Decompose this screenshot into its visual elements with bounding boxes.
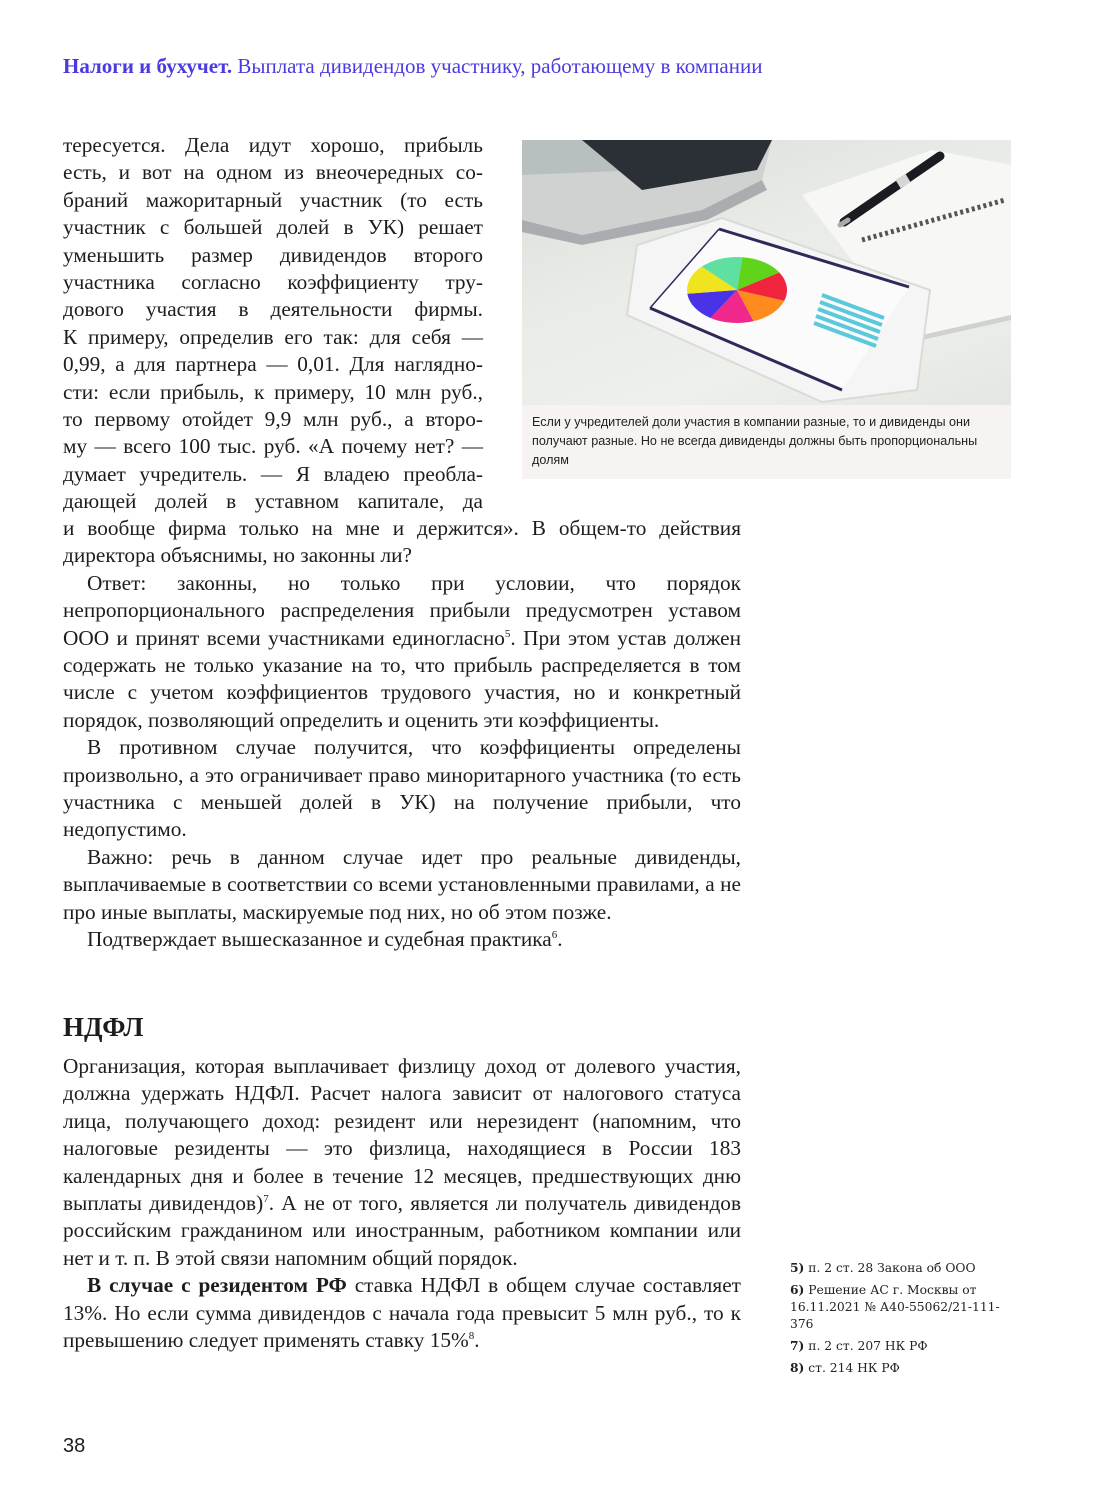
footnotes: [790, 1259, 1010, 1381]
intro-line: думает учредитель. — Я владею преобла-: [63, 461, 483, 486]
running-head: [63, 54, 762, 79]
paragraph: В случае с резидентом РФ ставка НДФЛ в общем случае составляет 13%. Но если сумма дивидендов с начала года превысит 5 млн руб., то к превышению следует применять ставку 15%$^8$.: [63, 1273, 741, 1353]
intro-line: дового участия в деятельности фирмы.: [63, 297, 483, 322]
footnote: 8) ст. 214 НК РФ: [790, 1360, 900, 1375]
running-head-section: Налоги и бухучет.: [63, 54, 233, 78]
ndfl-text: [63, 1053, 741, 1354]
tablet-pie-chart: [687, 257, 787, 323]
paragraph: Организация, которая выплачивает физлицу доход от долевого участия, должна удержать НДФЛ. Расчет налога зависит от налогового статуса лица, получающего доход: резидент или нерезидент (напомним, что налоговые резиденты — это физлица, находящиеся в России 183 календарных дня и более в течение 12 месяцев, предшествующих дню выплаты дивидендов)$^7$. А не от того, является ли получатель дивидендов российским гражданином или иностранным, работником компании или нет и т. п. В этой связи напомним общий порядок.: [63, 1054, 742, 1270]
intro-line: то первому отойдет 9,9 млн руб., а второ-: [63, 407, 483, 432]
intro-line: сти: если прибыль, к примеру, 10 млн руб.,: [63, 379, 483, 404]
intro-line: есть, и вот на одном из внеочередных со-: [63, 160, 483, 185]
paragraph: Ответ: законны, но только при условии, что порядок непропорционального распределения прибыли предусмотрен уставом ООО и принят всеми участниками единогласно$^5$. При этом устав должен содержать не только указание на то, что прибыль распределяется в том числе с учетом коэффициентов трудового участия, но и конкретный порядок, позволяющий определить и оценить эти коэффициенты.: [63, 570, 741, 732]
intro-line: уменьшить размер дивидендов второго: [63, 242, 483, 267]
intro-line: тересуется. Дела идут хорошо, прибыль: [63, 133, 483, 157]
paragraph: В противном случае получится, что коэффициенты определены произвольно, а это ограничивает право миноритарного участника (то есть участника с меньшей долей в УК) на получение прибыли, что недопустимо.: [63, 735, 741, 842]
intro-line: К примеру, определив его так: для себя —: [63, 324, 483, 349]
intro-line: участник с большей долей в УК) решает: [63, 215, 483, 240]
intro-line: браний мажоритарный участник (то есть: [63, 187, 483, 212]
footnote-ref[interactable]: 6: [551, 929, 558, 942]
footnote-ref[interactable]: 8: [468, 1330, 475, 1343]
main-text: [63, 515, 741, 954]
page-number: 38: [63, 1435, 86, 1457]
section-heading: НДФЛ: [63, 1012, 144, 1042]
bold-lead: В случае с резидентом РФ: [87, 1273, 347, 1298]
running-head-title: Выплата дивидендов участнику, работающему в компании: [237, 54, 763, 78]
footnote-ref[interactable]: 7: [263, 1193, 269, 1206]
footnote: 7) п. 2 ст. 207 НК РФ: [790, 1338, 928, 1353]
paragraph: Подтверждает вышесказанное и судебная практика$^6$.: [87, 927, 563, 952]
paragraph: и вообще фирма только на мне и держится». В общем-то действия директора объяснимы, но законны ли?: [63, 516, 741, 568]
intro-line: дающей долей в уставном капитале, да: [63, 489, 483, 514]
intro-line: 0,99, а для партнера — 0,01. Для нагляднo-: [63, 352, 483, 377]
intro-column: [63, 132, 483, 516]
photo-laptop-tablet-notebook: [522, 140, 1011, 405]
photo-illustration: [522, 140, 1011, 405]
figure-caption: Если у учредителей доли участия в компании разные, то и дивиденды они получают разные. Но не всегда дивиденды должны быть пропорциональны долям: [532, 415, 978, 467]
footnote-ref[interactable]: 5: [504, 627, 511, 640]
intro-line: му — всего 100 тыс. руб. «А почему нет? —: [63, 434, 483, 459]
footnote: 6) Решение АС г. Москвы от 16.11.2021 № А40-55062/21-111-376: [790, 1282, 1000, 1331]
footnote: 5) п. 2 ст. 28 Закона об ООО: [790, 1260, 976, 1275]
paragraph: Важно: речь в данном случае идет про реальные дивиденды, выплачиваемые в соответствии со всеми установленными правилами, а не про иные выплаты, маскируемые под них, но об этом позже.: [63, 844, 741, 924]
figure: [522, 140, 1011, 479]
intro-line: участника согласно коэффициенту тру-: [63, 270, 483, 295]
